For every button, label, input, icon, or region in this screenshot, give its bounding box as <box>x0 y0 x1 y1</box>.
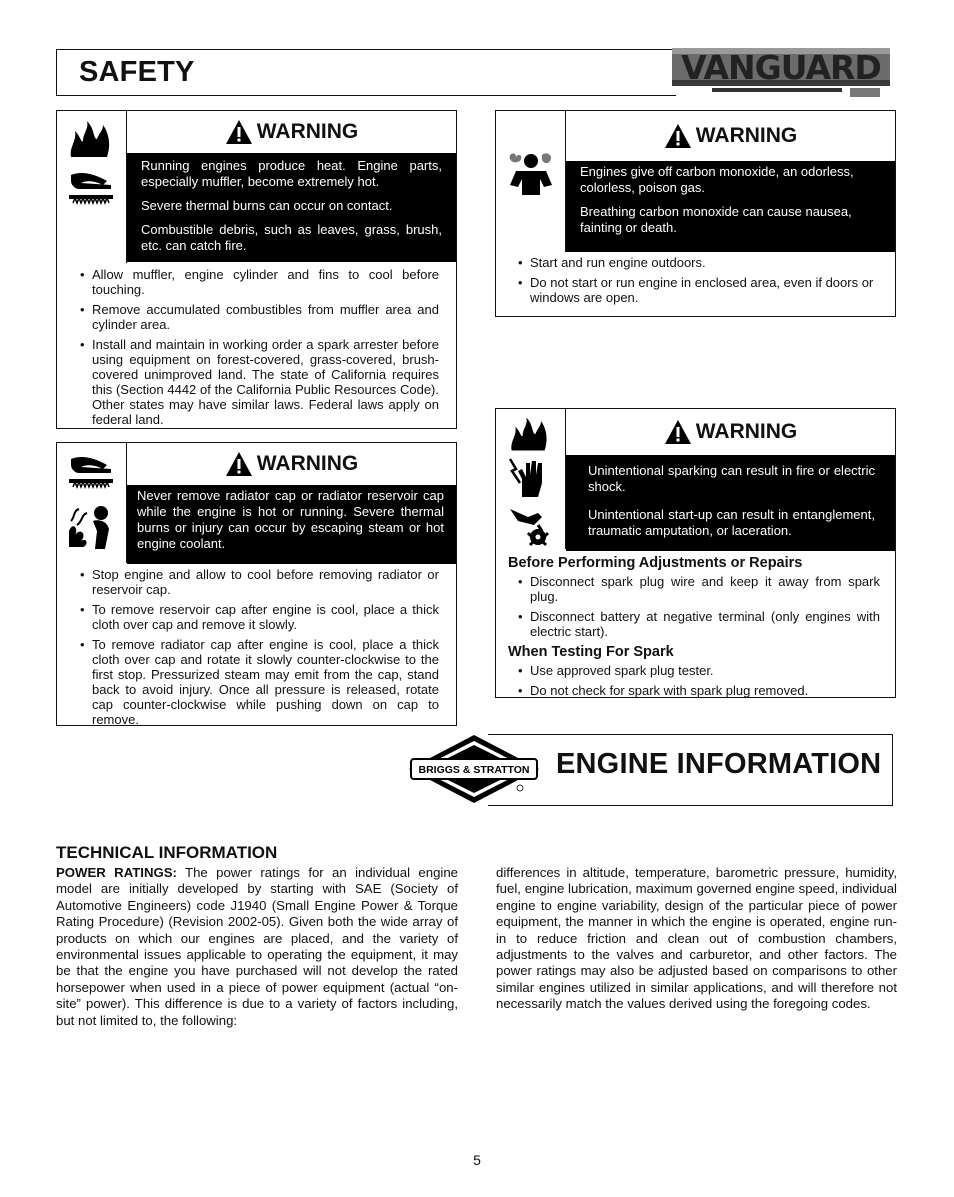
section-title-engine: ENGINE INFORMATION <box>556 748 882 780</box>
hot-surface-icon <box>67 453 115 491</box>
list-item: • Install and maintain in working order a spark arrester before using equipment on forest-covered, grass-covered, brush-covered unimproved land. The state of California requires this (Section 4442 of the California Public Resources Code). Other states may have similar laws. Federal laws apply on federal land. <box>80 337 439 427</box>
hazard-text: Severe thermal burns can occur on contact. <box>141 198 393 213</box>
electric-shock-icon <box>508 455 552 499</box>
hazard-statement <box>566 455 895 551</box>
list-item: • Remove accumulated combustibles from muffler area and cylinder area. <box>80 302 439 332</box>
list-item: • Do not check for spark with spark plug removed. <box>518 683 880 698</box>
precaution-list <box>508 663 880 698</box>
vanguard-logo <box>672 44 896 100</box>
fire-icon <box>508 415 552 453</box>
section-title-safety: SAFETY <box>79 56 195 88</box>
warning-box-radiator <box>56 442 457 726</box>
list-item: • Do not start or run engine in enclosed area, even if doors or windows are open. <box>518 275 880 305</box>
warning-box-carbon-monoxide <box>495 110 896 317</box>
power-ratings-text-right: differences in altitude, temperature, barometric pressure, humidity, fuel, engine lubrication, maximum governed engine speed, individual engine to engine variability, design of the particular piece of power equipment, the manner in which the engine is operated, engine run-in to reduce friction and clean out of combustion chambers, adjustments to the valves and carburetor, and other factors. The power ratings may also be adjusted based on comparisons to other similar engines utilized in similar applications, and will therefore not necessarily match the values derived using the foregoing codes. <box>496 865 897 1012</box>
hazard-statement <box>127 153 456 262</box>
precaution-list <box>508 574 880 639</box>
warning-triangle-icon <box>225 451 253 477</box>
warning-triangle-icon <box>225 119 253 145</box>
list-item: • Use approved spark plug tester. <box>518 663 880 678</box>
list-item: • Disconnect battery at negative terminal (only engines with electric start). <box>518 609 880 639</box>
hazard-text: Unintentional sparking can result in fire or electric shock. <box>588 463 875 494</box>
warning-label: WARNING <box>695 124 798 147</box>
hazard-text: Never remove radiator cap or radiator reservoir cap while the engine is hot or running. Severe thermal burns or injury can occur by escaping steam or hot engine coolant. <box>137 488 444 551</box>
hazard-text: Unintentional start-up can result in entanglement, traumatic amputation, or laceration. <box>588 507 875 538</box>
hazard-text: Combustible debris, such as leaves, grass, brush, etc. can catch fire. <box>141 222 442 253</box>
hazard-text: Breathing carbon monoxide can cause nausea, fainting or death. <box>580 204 852 235</box>
toxic-fumes-icon <box>506 151 556 197</box>
warning-title <box>566 111 895 161</box>
list-item: • Start and run engine outdoors. <box>518 255 880 270</box>
hazard-text: Running engines produce heat. Engine parts, especially muffler, become extremely hot. <box>141 158 442 189</box>
entanglement-icon <box>508 503 552 547</box>
safety-header <box>56 49 676 96</box>
fire-icon <box>67 119 115 159</box>
list-item: • To remove radiator cap after engine is cool, place a thick cloth over cap and rotate it slowly counter-clockwise to the first stop. Pressurized steam may emit from the cap, stand back to avoid injury. Once all pressure is released, rotate cap counter-clockwise while pushing down on cap to remove. <box>80 637 439 727</box>
list-item: • Disconnect spark plug wire and keep it away from spark plug. <box>518 574 880 604</box>
list-item: • Stop engine and allow to cool before removing radiator or reservoir cap. <box>80 567 439 597</box>
subheading-adjustments: Before Performing Adjustments or Repairs <box>508 555 803 571</box>
hot-surface-icon <box>67 167 115 209</box>
precaution-list <box>80 267 439 432</box>
briggs-stratton-logo-text: BRIGGS & STRATTON <box>418 764 530 776</box>
hazard-text: Engines give off carbon monoxide, an odorless, colorless, poison gas. <box>580 164 854 195</box>
precaution-list <box>518 255 880 310</box>
power-ratings-lead: POWER RATINGS: <box>56 865 177 880</box>
steam-burn-icon <box>65 501 117 551</box>
warning-box-hot-parts <box>56 110 457 429</box>
list-item: • To remove reservoir cap after engine is cool, place a thick cloth over cap and remove it slowly. <box>80 602 439 632</box>
hazard-icon-column <box>57 443 127 563</box>
engine-information-header <box>488 734 893 806</box>
warning-label: WARNING <box>256 120 359 143</box>
precaution-list <box>80 567 439 732</box>
technical-information-heading: TECHNICAL INFORMATION <box>56 843 278 862</box>
briggs-stratton-logo <box>407 733 541 805</box>
warning-title <box>566 409 895 455</box>
hazard-statement <box>566 161 895 252</box>
warning-title <box>127 111 456 153</box>
power-ratings-text-left <box>56 865 458 1029</box>
list-item: • Allow muffler, engine cylinder and fins to cool before touching. <box>80 267 439 297</box>
warning-triangle-icon <box>664 123 692 149</box>
power-ratings-body: The power ratings for an individual engine model are initially developed by starting with SAE (Society of Automotive Engineers) code J1940 (Small Engine Power & Torque Rating Procedure) (Revision 2002-05). Given both the wide array of products on which our engines are placed, and the variety of environmental issues applicable to operating the equipment, it may be that the engine you have purchased will not develop the rated horsepower when used in a piece of power equipment (actual “on-site” power). This difference is due to a variety of factors including, but not limited to, the following: <box>56 865 458 1028</box>
page-number: 5 <box>473 1152 481 1168</box>
hazard-icon-column <box>496 111 566 252</box>
hazard-icon-column <box>496 409 566 549</box>
warning-triangle-icon <box>664 419 692 445</box>
warning-label: WARNING <box>256 452 359 475</box>
warning-box-spark <box>495 408 896 698</box>
warning-title <box>127 443 456 485</box>
subheading-testing-spark: When Testing For Spark <box>508 644 674 660</box>
hazard-icon-column <box>57 111 127 263</box>
vanguard-logo-text: VANGUARD <box>681 48 881 87</box>
hazard-statement <box>127 485 456 564</box>
warning-label: WARNING <box>695 420 798 443</box>
